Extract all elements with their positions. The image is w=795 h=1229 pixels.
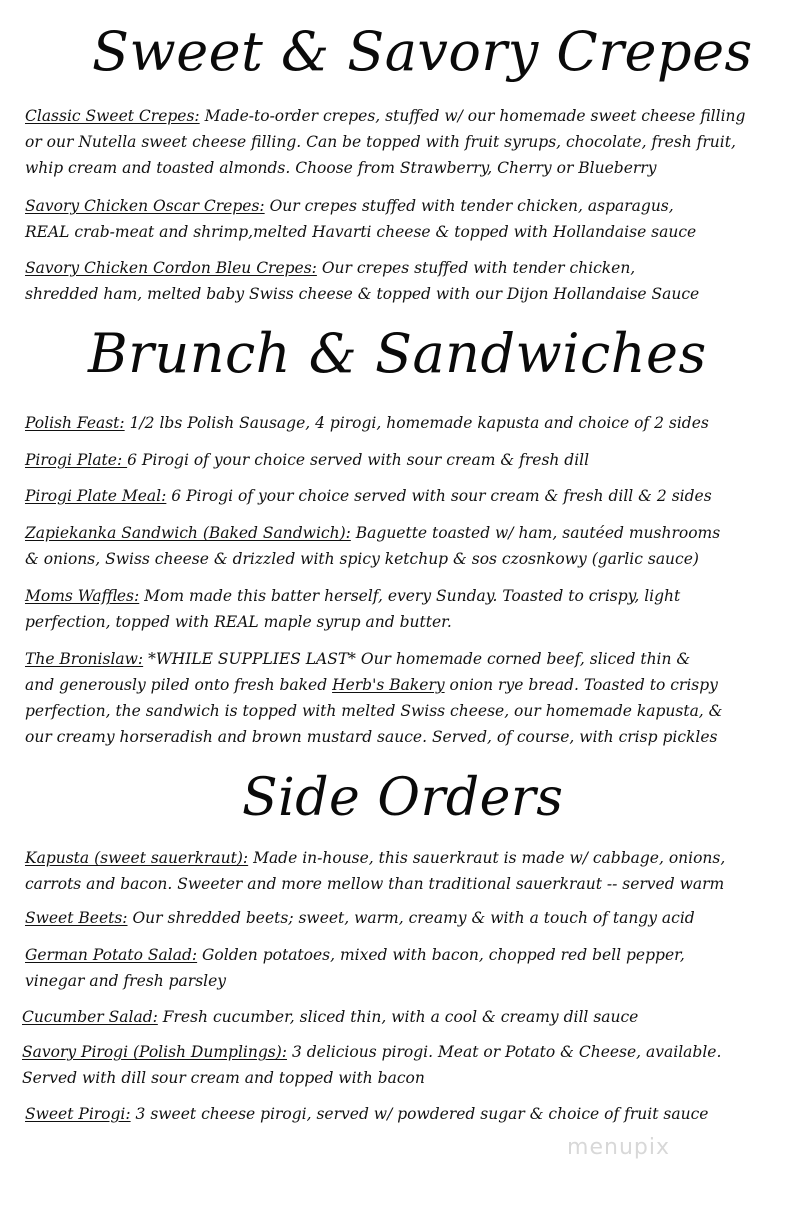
- section-title-brunch: Brunch & Sandwiches: [88, 322, 707, 385]
- item-description: Fresh cucumber, sliced thin, with a cool & creamy dill sauce: [157, 1008, 639, 1026]
- item-description: perfection, topped with REAL maple syrup and butter.: [25, 613, 452, 631]
- item-description: Served with dill sour cream and topped with bacon: [22, 1069, 425, 1087]
- bakery-name: Herb's Bakery: [332, 676, 445, 694]
- item-name: Polish Feast:: [25, 414, 125, 432]
- item-description: or our Nutella sweet cheese filling. Can be topped with fruit syrups, chocolate, fresh fruit,: [25, 133, 736, 151]
- item-name: German Potato Salad:: [25, 946, 198, 964]
- menu-item-german-potato-salad: [25, 942, 785, 994]
- section-title-crepes: Sweet & Savory Crepes: [92, 20, 753, 83]
- item-name: Kapusta (sweet sauerkraut):: [25, 849, 249, 867]
- menu-item-pirogi-plate: [25, 447, 785, 473]
- item-name: Sweet Pirogi:: [25, 1105, 131, 1123]
- menu-item-polish-feast: [25, 410, 785, 436]
- item-description: *WHILE SUPPLIES LAST* Our homemade corned beef, sliced thin &: [143, 650, 691, 668]
- item-description: Our crepes stuffed with tender chicken,: [316, 259, 636, 277]
- item-description: Made in-house, this sauerkraut is made w/ cabbage, onions,: [248, 849, 726, 867]
- menu-item-sweet-beets: [25, 905, 785, 931]
- item-name: Savory Chicken Oscar Crepes:: [25, 197, 265, 215]
- item-description: Our crepes stuffed with tender chicken, asparagus,: [264, 197, 674, 215]
- item-description: Mom made this batter herself, every Sunday. Toasted to crispy, light: [139, 587, 681, 605]
- item-description: shredded ham, melted baby Swiss cheese & topped with our Dijon Hollandaise Sauce: [25, 285, 700, 303]
- item-description: our creamy horseradish and brown mustard sauce. Served, of course, with crisp pickles: [25, 728, 718, 746]
- menu-item-the-bronislaw: [25, 646, 785, 750]
- menu-item-chicken-oscar-crepes: [25, 193, 785, 245]
- item-name: Savory Pirogi (Polish Dumplings):: [22, 1043, 288, 1061]
- item-name: Sweet Beets:: [25, 909, 128, 927]
- watermark-logo: menupix: [567, 1135, 670, 1160]
- menu-item-kapusta: [25, 845, 785, 897]
- item-name: Classic Sweet Crepes:: [25, 107, 200, 125]
- item-name: Moms Waffles:: [25, 587, 140, 605]
- item-description: & onions, Swiss cheese & drizzled with spicy ketchup & sos czosnkowy (garlic sauce): [25, 550, 699, 568]
- item-name: Pirogi Plate:: [25, 451, 128, 469]
- menu-item-cucumber-salad: [22, 1004, 782, 1030]
- item-description: 6 Pirogi of your choice served with sour cream & fresh dill & 2 sides: [166, 487, 712, 505]
- item-description: Golden potatoes, mixed with bacon, chopped red bell pepper,: [197, 946, 685, 964]
- item-name: Zapiekanka Sandwich (Baked Sandwich):: [25, 524, 351, 542]
- item-description: 6 Pirogi of your choice served with sour cream & fresh dill: [127, 451, 590, 469]
- item-name: Savory Chicken Cordon Bleu Crepes:: [25, 259, 317, 277]
- section-title-sides: Side Orders: [242, 768, 564, 828]
- item-description: whip cream and toasted almonds. Choose from Strawberry, Cherry or Blueberry: [25, 159, 657, 177]
- menu-item-moms-waffles: [25, 583, 785, 635]
- menu-item-chicken-cordon-bleu-crepes: [25, 255, 785, 307]
- menu-item-zapiekanka-sandwich: [25, 520, 785, 572]
- menu-item-pirogi-plate-meal: [25, 483, 785, 509]
- menu-item-sweet-pirogi: [25, 1101, 785, 1127]
- item-description: carrots and bacon. Sweeter and more mellow than traditional sauerkraut -- served warm: [25, 875, 725, 893]
- item-description: 3 sweet cheese pirogi, served w/ powdered sugar & choice of fruit sauce: [130, 1105, 709, 1123]
- item-description: 3 delicious pirogi. Meat or Potato & Cheese, available.: [287, 1043, 722, 1061]
- item-description: perfection, the sandwich is topped with melted Swiss cheese, our homemade kapusta, &: [25, 702, 723, 720]
- menu-item-savory-pirogi: [22, 1039, 782, 1091]
- item-description: REAL crab-meat and shrimp,melted Havarti cheese & topped with Hollandaise sauce: [25, 223, 697, 241]
- item-description: 1/2 lbs Polish Sausage, 4 pirogi, homemade kapusta and choice of 2 sides: [124, 414, 709, 432]
- menu-item-classic-sweet-crepes: [25, 103, 785, 181]
- item-description: Baguette toasted w/ ham, sautéed mushrooms: [350, 524, 721, 542]
- item-name: Cucumber Salad:: [22, 1008, 158, 1026]
- item-name: The Bronislaw:: [25, 650, 144, 668]
- item-description: vinegar and fresh parsley: [25, 972, 227, 990]
- item-description: Made-to-order crepes, stuffed w/ our homemade sweet cheese filling: [199, 107, 746, 125]
- item-description: Our shredded beets; sweet, warm, creamy & with a touch of tangy acid: [127, 909, 695, 927]
- item-name: Pirogi Plate Meal:: [25, 487, 167, 505]
- item-description: and generously piled onto fresh baked: [25, 676, 333, 694]
- item-description: onion rye bread. Toasted to crispy: [444, 676, 718, 694]
